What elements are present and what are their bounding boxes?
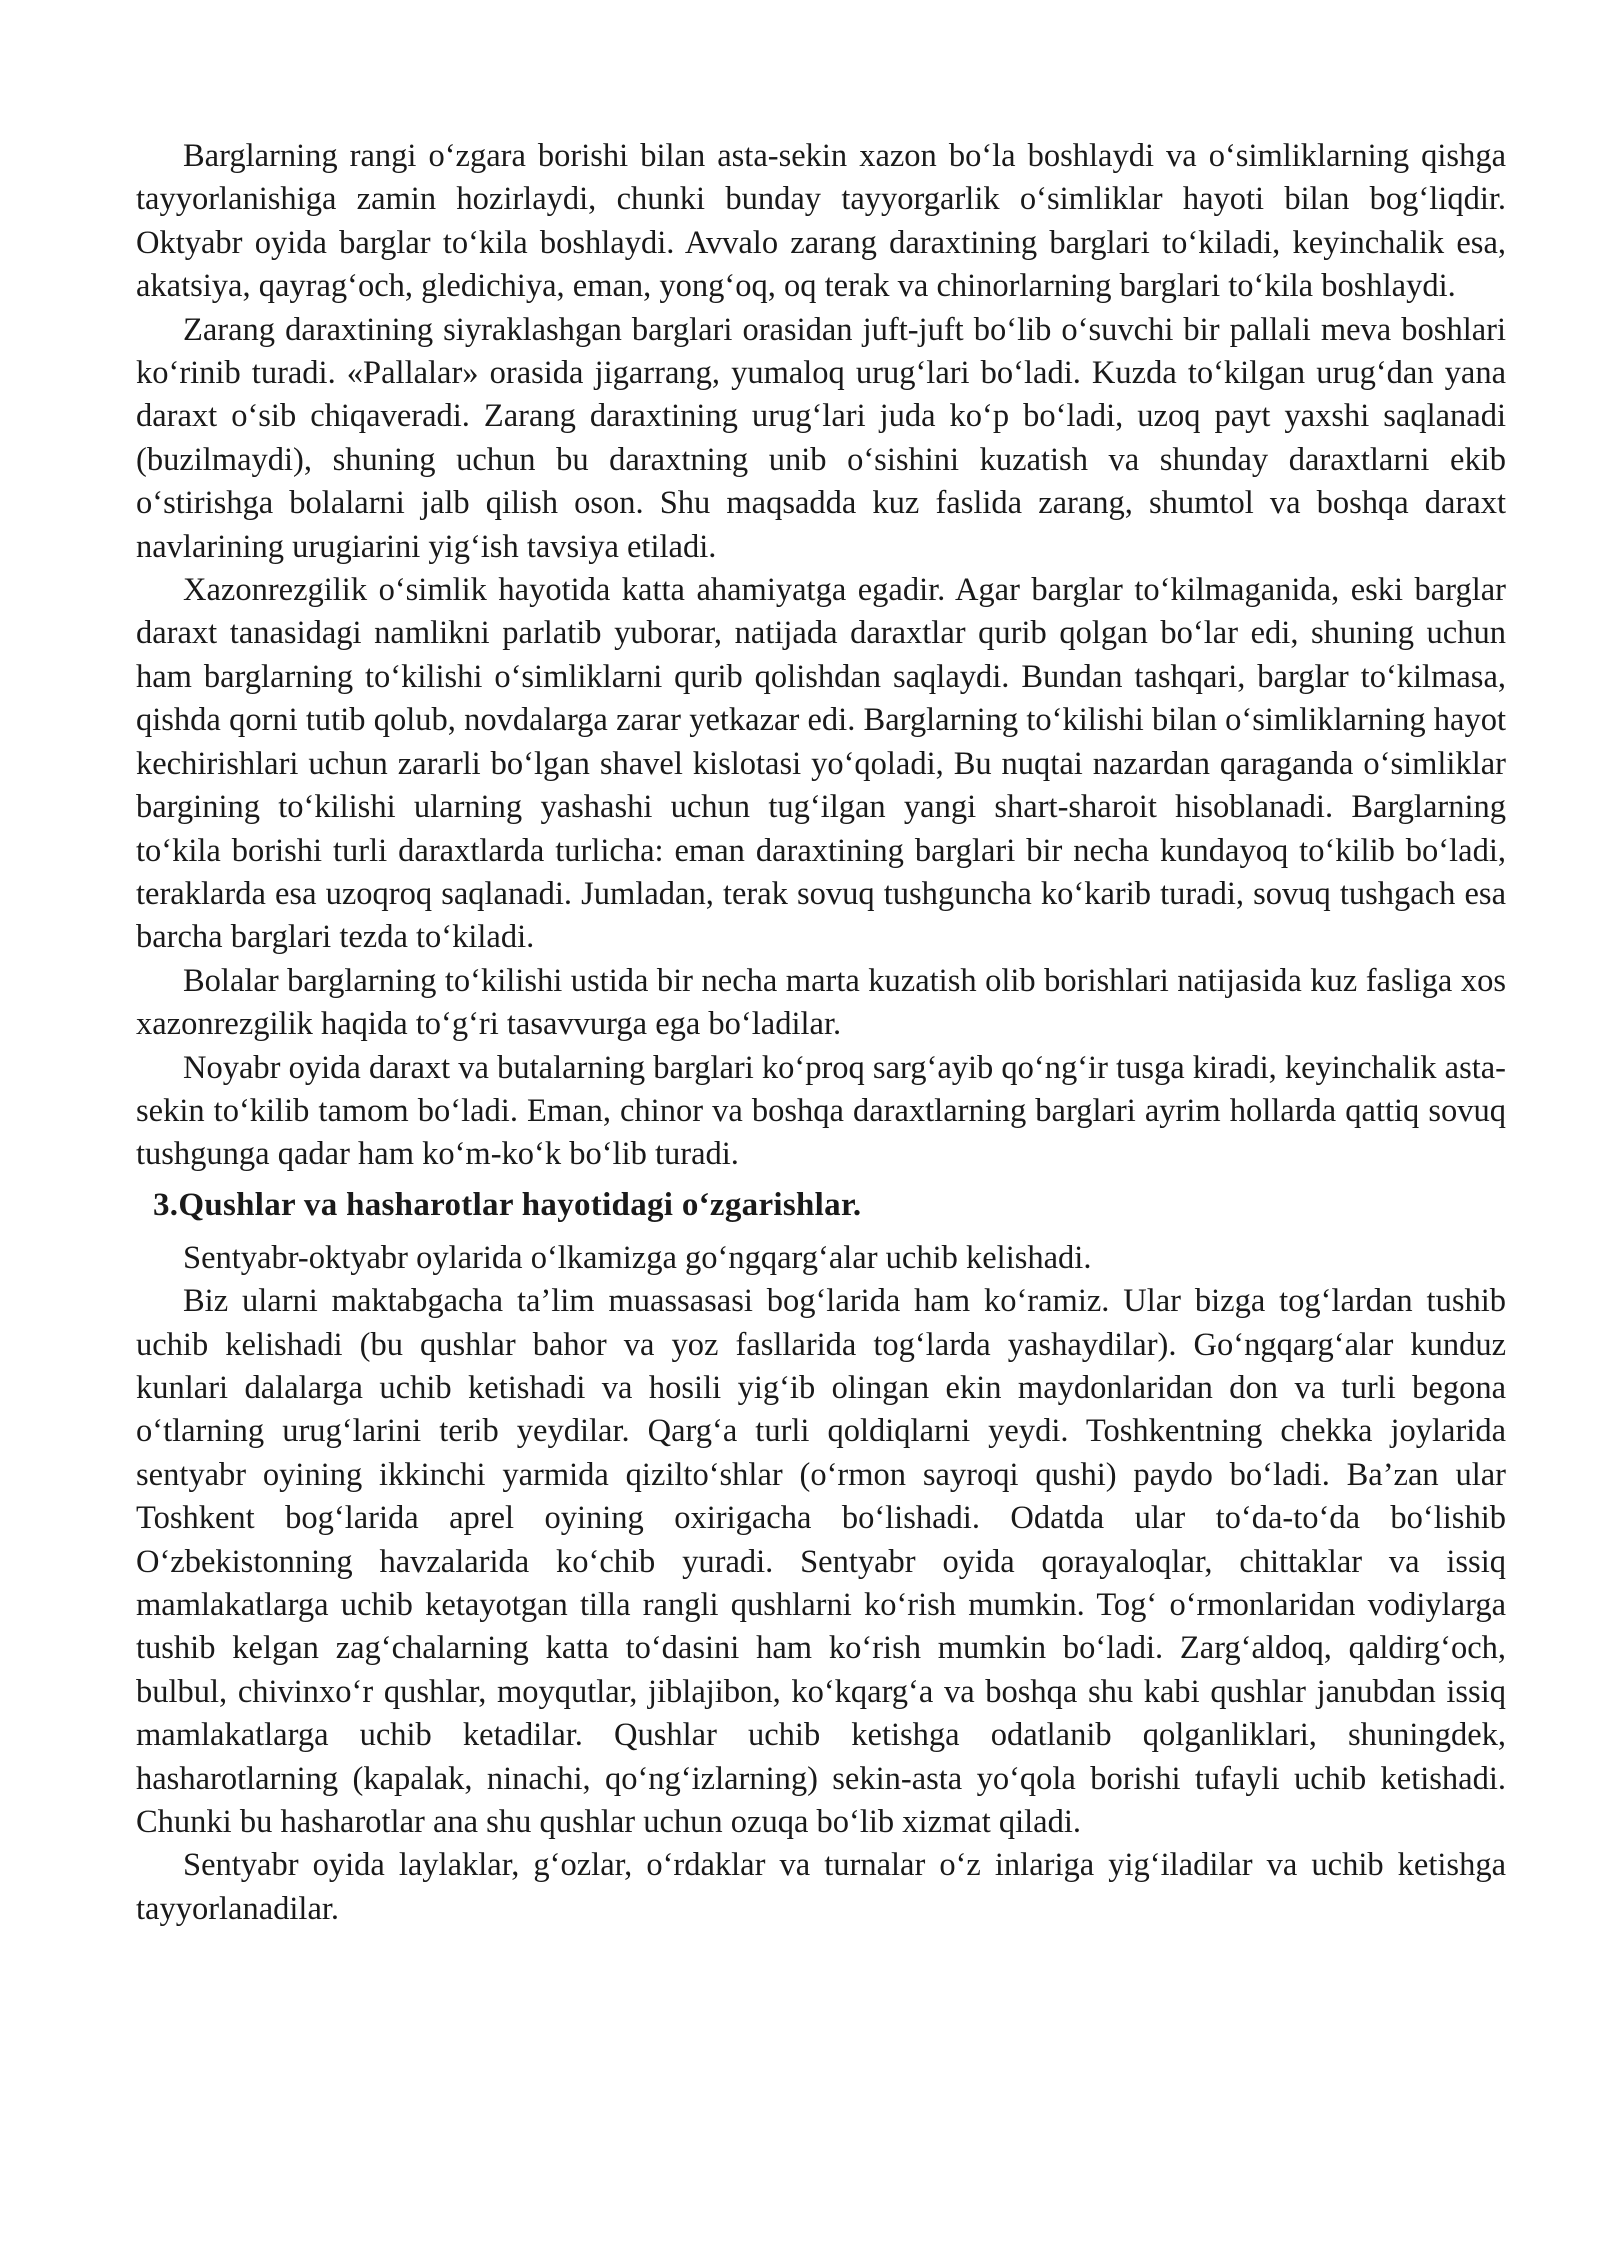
section-heading-birds-insects: 3.Qushlar va hasharotlar hayotidagi o‘zgarishlar. [153, 1186, 862, 1223]
paragraph-leaf-color-change: Barglarning rangi o‘zgara borishi bilan asta-sekin xazon bo‘la boshlaydi va o‘simliklarning qishga tayyorlanishiga zamin hozirlaydi, chunki bunday tayyorgarlik o‘simliklar hayoti bilan bog‘liqdir. Oktyabr oyida barglar to‘kila boshlaydi. Avvalo zarang daraxtining barglari to‘kiladi, keyinchalik esa, akatsiya, qayrag‘och, gledichiya, eman, yong‘oq, oq terak va chinorlarning barglari to‘kila boshlaydi. [136, 138, 1506, 305]
paragraph-rooks-arrival: Sentyabr-oktyabr oylarida o‘lkamizga go‘ngqarg‘alar uchib kelishadi. [183, 1239, 1092, 1276]
paragraph-children-observation: Bolalar barglarning to‘kilishi ustida bir necha marta kuzatish olib borishlari natijasida kuz fasliga xos xazonrezgilik haqida to‘g‘ri tasavvurga ega bo‘ladilar. [136, 962, 1506, 1043]
paragraph-bird-migration: Biz ularni maktabgacha ta’lim muassasasi bog‘larida ham ko‘ramiz. Ular bizga tog‘lardan tushib uchib kelishadi (bu qushlar bahor va yoz fasllarida tog‘larda yashaydilar). Go‘ngqarg‘alar kunduz kunlari dalalarga uchib ketishadi va hosili yig‘ib olingan ekin maydonlaridan don va turli begona o‘tlarning urug‘larini terib yeydilar. Qarg‘a turli qoldiqlarni yeydi. Toshkentning chekka joylarida sentyabr oyining ikkinchi yarmida qizilto‘shlar (o‘rmon sayroqi qushi) paydo bo‘ladi. Ba’zan ular Toshkent bog‘larida aprel oyining oxirigacha bo‘lishadi. Odatda ular to‘da-to‘da bo‘lishib O‘zbekistonning havzalarida ko‘chib yuradi. Sentyabr oyida qorayaloqlar, chittaklar va issiq mamlakatlarga uchib ketayotgan tilla rangli qushlarni ko‘rish mumkin. Tog‘ o‘rmonlaridan vodiylarga tushib kelgan zag‘chalarning katta to‘dasini ham ko‘rish mumkin bo‘ladi. Zarg‘aldoq, qaldirg‘och, bulbul, chivinxo‘r qushlar, moyqutlar, jiblajibon, ko‘kqarg‘a va boshqa shu kabi qushlar janubdan issiq mamlakatlarga uchib ketadilar. Qushlar uchib ketishga odatlanib qolganliklari, shuningdek, hasharotlarning (kapalak, ninachi, qo‘ng‘izlarning) sekin-asta yo‘qola borishi tufayli uchib ketishadi. Chunki bu hasharotlar ana shu qushlar uchun ozuqa bo‘lib xizmat qiladi. [136, 1283, 1506, 1841]
paragraph-november-leaves: Noyabr oyida daraxt va butalarning barglari ko‘proq sarg‘ayib qo‘ng‘ir tusga kiradi, keyinchalik asta-sekin to‘kilib tamom bo‘ladi. Eman, chinor va boshqa daraxtlarning barglari ayrim hollarda qattiq sovuq tushgunga qadar ham ko‘m-ko‘k bo‘lib turadi. [136, 1049, 1506, 1173]
paragraph-maple-seeds: Zarang daraxtining siyraklashgan barglari orasidan juft-juft bo‘lib o‘suvchi bir pallali meva boshlari ko‘rinib turadi. «Pallalar» orasida jigarrang, yumaloq urug‘lari bo‘ladi. Kuzda to‘kilgan urug‘dan yana daraxt o‘sib chiqaveradi. Zarang daraxtining urug‘lari juda ko‘p bo‘ladi, uzoq payt yaxshi saqlanadi (buzilmaydi), shuning uchun bu daraxtning unib o‘sishini kuzatish va shunday daraxtlarni ekib o‘stirishga bolalarni jalb qilish oson. Shu maqsadda kuz faslida zarang, shumtol va boshqa daraxt navlarining urugiarini yig‘ish tavsiya etiladi. [136, 311, 1506, 565]
document-page [136, 135, 1506, 1931]
paragraph-leaf-fall-importance: Xazonrezgilik o‘simlik hayotida katta ahamiyatga egadir. Agar barglar to‘kilmaganida, eski barglar daraxt tanasidagi namlikni parlatib yuborar, natijada daraxtlar qurib qolgan bo‘lar edi, shuning uchun ham barglarning to‘kilishi o‘simliklarni qurib qolishdan saqlaydi. Bundan tashqari, barglar to‘kilmasa, qishda qorni tutib qolub, novdalarga zarar yetkazar edi. Barglarning to‘kilishi bilan o‘simliklarning hayot kechirishlari uchun zararli bo‘lgan shavel kislotasi yo‘qoladi, Bu nuqtai nazardan qaraganda o‘simliklar bargining to‘kilishi ularning yashashi uchun tug‘ilgan yangi shart-sharoit hisoblanadi. Barglarning to‘kila borishi turli daraxtlarda turlicha: eman daraxtining barglari bir necha kundayoq to‘kilib bo‘ladi, teraklarda esa uzoqroq saqlanadi. Jumladan, terak sovuq tushguncha ko‘karib turadi, sovuq tushgach esa barcha barglari tezda to‘kiladi. [136, 572, 1506, 956]
paragraph-storks-geese: Sentyabr oyida laylaklar, g‘ozlar, o‘rdaklar va turnalar o‘z inlariga yig‘iladilar va uchib ketishga tayyorlanadilar. [136, 1847, 1506, 1927]
